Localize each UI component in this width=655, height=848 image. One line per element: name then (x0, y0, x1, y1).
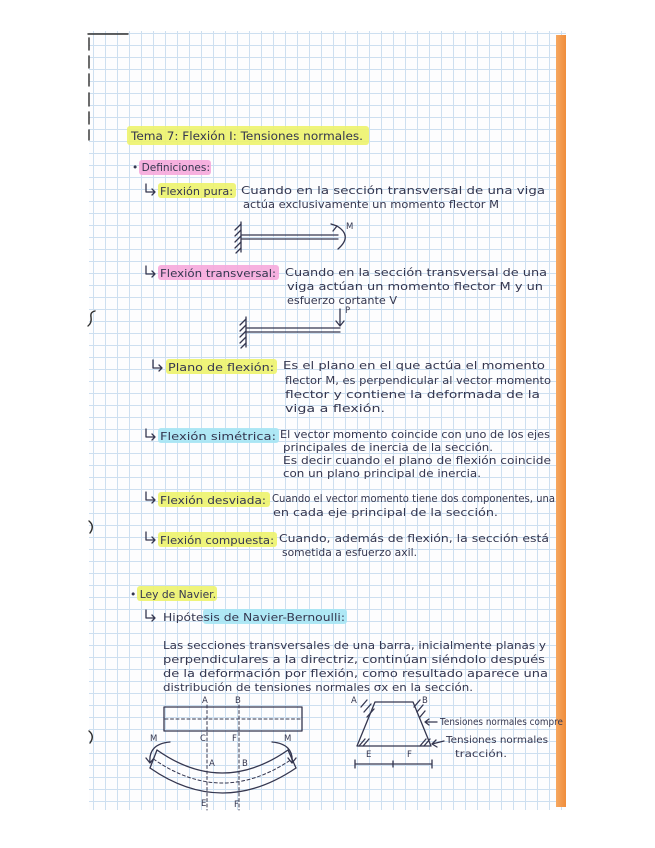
definition-line: viga a flexión. (285, 403, 385, 415)
beam (247, 328, 340, 332)
definition-line: con un plano principal de inercia. (283, 468, 481, 480)
definition-line: Cuando, además de flexión, la sección está (279, 533, 549, 545)
left-moment-arrow-icon (146, 742, 170, 763)
definition-line: Cuando en la sección transversal de una viga (241, 185, 545, 197)
point-label: B (422, 696, 428, 706)
definition-flexion-compuesta (146, 532, 549, 559)
point-label: F (407, 750, 412, 760)
bullet-arrow-icon (146, 610, 155, 621)
definition-line: Cuando en la sección transversal de una (285, 267, 547, 279)
binding-hole-mark (89, 521, 92, 533)
binding-hole-mark (89, 731, 92, 743)
paragraph-line: Las secciones transversales de una barra, inicialmente planas y (163, 640, 546, 652)
definition-line: actúa exclusivamente un momento flector M (243, 199, 499, 211)
definition-line: Es decir cuando el plano de flexión coincide (283, 455, 551, 467)
definition-line: flector M, es perpendicular al vector momento (285, 375, 551, 387)
compression-pointer-arrow-icon (425, 719, 437, 725)
point-label: E (366, 750, 372, 760)
definition-term: Flexión desviada: (160, 495, 266, 507)
point-label: A (209, 759, 215, 769)
dimension-line (355, 760, 432, 768)
definition-line: Es el plano en el que actúa el momento (283, 360, 545, 372)
hypothesis-heading: Hipótesis de Navier-Bernoulli: (163, 612, 345, 624)
bullet-arrow-icon (153, 360, 162, 371)
definition-line: sometida a esfuerzo axil. (282, 547, 417, 559)
definition-line: Cuando el vector momento tiene dos componentes, una (272, 493, 555, 505)
moment-label: M (150, 734, 158, 744)
point-label: E (201, 799, 207, 809)
beam (242, 235, 338, 239)
definition-plano-de-flexion (153, 359, 551, 415)
point-label: B (242, 759, 248, 769)
hypothesis-paragraph (163, 640, 548, 694)
bullet-arrow-icon (146, 532, 155, 543)
definition-flexion-pura (146, 183, 545, 211)
bullet-arrow-icon (146, 184, 155, 195)
definition-term: Flexión transversal: (160, 268, 276, 280)
tension-pointer-arrow-icon (432, 740, 444, 747)
pure-bending-diagram (235, 222, 353, 253)
definition-line: en cada eje principal de la sección. (273, 507, 498, 519)
point-label: A (202, 696, 208, 706)
point-label: F (232, 734, 237, 744)
navier-heading: • Ley de Navier. (130, 589, 216, 601)
section-stress-figure (351, 696, 563, 768)
binding-hole-mark (88, 311, 95, 326)
bending-moment-arrow-icon (331, 224, 345, 249)
bullet-arrow-icon (146, 492, 155, 503)
page-title: Tema 7: Flexión I: Tensiones normales. (129, 129, 363, 143)
moment-label: M (346, 222, 354, 232)
support-hatching (235, 224, 241, 253)
point-load-arrow-icon (336, 309, 344, 326)
tension-note-line: tracción. (455, 749, 507, 760)
point-label: A (351, 696, 357, 706)
definition-flexion-transversal (146, 265, 547, 307)
point-label: F (234, 800, 239, 810)
definition-line: flector y contiene la deformada de la (285, 389, 540, 401)
tension-hatching (359, 739, 430, 746)
bent-neutral-axis (154, 759, 293, 783)
paragraph-line: perpendiculares a la directriz, continúan siéndolo después (163, 654, 545, 666)
transverse-bending-diagram (240, 306, 350, 348)
bent-beam-top-edge (157, 750, 288, 773)
point-label: C (200, 734, 206, 744)
bullet-arrow-icon (146, 429, 155, 440)
definition-term: Flexión simétrica: (160, 431, 276, 443)
definition-line: esfuerzo cortante V (287, 295, 398, 307)
support-hatching (240, 319, 246, 348)
moment-label: M (284, 734, 292, 744)
definition-term: Flexión pura: (160, 186, 233, 198)
definitions-heading: • Definiciones: (132, 162, 210, 174)
binding-marks (88, 34, 128, 743)
load-label: P (345, 306, 351, 316)
definition-line: viga actúan un momento flector M y un (287, 281, 543, 293)
definition-flexion-simetrica (146, 428, 551, 480)
paragraph-line: de la deformación por flexión, como resultado aparece una (163, 668, 548, 680)
point-label: B (235, 696, 241, 706)
bent-beam-bottom-edge (150, 768, 296, 793)
definition-line: principales de inercia de la sección. (283, 442, 493, 454)
bullet-arrow-icon (146, 266, 155, 277)
definition-line: El vector momento coincide con uno de los ejes (280, 429, 550, 441)
definition-term: Plano de flexión: (168, 362, 274, 374)
definition-flexion-desviada (146, 492, 555, 519)
compression-note: Tensiones normales compre (439, 717, 564, 728)
navier-beam-figure (146, 696, 302, 810)
definition-term: Flexión compuesta: (160, 535, 274, 547)
paragraph-line: distribución de tensiones normales σx en la sección. (163, 682, 473, 694)
tension-note-line: Tensiones normales (444, 735, 549, 746)
